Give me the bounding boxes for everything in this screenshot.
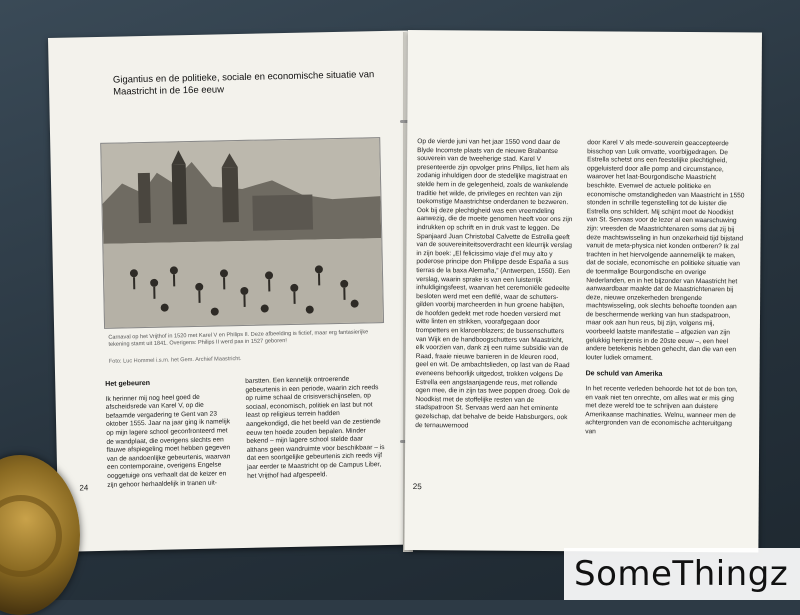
historical-illustration (100, 137, 384, 329)
right-page (404, 30, 762, 552)
body-text: Op de vierde juni van het jaar 1550 vond daar de Blyde Incomste plaats van de nieuwe Brabantse souverein van de tweeherige stad. Karel V presenteerde zijn opvolger prins Philips, liet hem als zodanig inhuldigen door de stedelijke magistraat en stelde hem in de gelegenheid, zoals de wankelende traditie het wilde, de privileges en rechten van zijn toekomstige Maastrichtse onderdanen te bezweren. Ook bij deze plechtigheid was een vreemdeling aanwezig, die de moeite genomen heeft voor ons zijn indrukken op schrift en in druk vast te leggen. De Spanjaard Juan Christobal Calvette de Estrella geeft van de souvereiniteitsoverdracht een kleurrijk verslag in zijn boek: „El felicissimo viaje d'el muy alto y poderose principe don Philippe desde España a sus tierras de la baxa Alemaña,” (Antwerpen, 1550). Een verslag, waarin sprake is van een luisterrijk inhuldigingsfeest, waarvan het ceremoniële gedeelte besloten werd met een defilé, waar de schutters-gilden voorbij marcheerden in hun groene habijten, de hoofden gedekt met rode hoeden versierd met witte linten en strikken, voorafgegaan door trompetters en klaroenblazers; de bussenschutters van Wijk en de handboogschutters van Maastricht, elk voorzien van, dank zij een ruime subsidie van de Raad, fraaie nieuwe banieren in de kleuren rood, geel en wit. De ambachtslieden, op last van de Raad eveneens behoorlijk uitgedost, trokken volgens De Estrella een angstaanjagende reus, met rollende ogen mee, die in zijn tas twee poppen droeg. Ook de Noodkist met de stoffelijke resten van de stadspatroon St. Servaas werd aan het eminente gezelschap, dat behalve de beide Habsburgers, ook de ternauwernood (415, 138, 573, 431)
watermark-logo (564, 548, 800, 600)
page-number-left: 24 (79, 483, 88, 492)
page-number-right: 25 (413, 482, 422, 491)
section-title-het-gebeuren: Het gebeuren (105, 378, 233, 389)
body-text: barstten. Een kennelijk ontroerende gebeurtenis in een periode, waarin zich reeds op ruime schaal de crisisverschijnselen, op sociaal, economisch, politiek en last but not least op religieus terrein hadden aangekondigd, die het beeld van de zestiende eeuw ten hoede zouden bepalen. Minder bekend – mijn lagere school stelde daar althans geen wandruimte voor beschikbaar – is dat een soortgelijke gebeurtenis zich reeds vijf jaar eerder te Maastricht op de Campus Liber, het Vrijthof had afgespeeld. (245, 375, 385, 481)
illustration-caption: Carnaval op het Vrijthof in 1520 met Karel V en Philips II. Deze afbeelding is fictief, maar erg fantasierijke tekening stamt uit 1841. Overigens: Philips II werd pas in 1527 geboren! (108, 329, 378, 349)
left-page (48, 30, 419, 551)
watermark-text: SomeThingz (574, 554, 788, 594)
left-column-2 (245, 375, 385, 481)
body-text: In het recente verleden behoorde het tot de bon ton, en vaak niet ten onrechte, om alles wat er mis ging met deze wereld toe te schrijven aan duistere Amerikaanse machinaties. Welnu, wanneer men de achtergronden van de economische achteruitgang van (585, 385, 743, 438)
left-column-1 (105, 378, 235, 490)
photo-credit: Foto: Luc Hommel i.s.m. het Gem. Archief Maastricht. (109, 353, 379, 365)
chapter-heading: Gigantius en de politieke, sociale en economische situatie van Maastricht in de 16e eeuw (113, 69, 383, 99)
section-title-schuld-van-amerika: De schuld van Amerika (586, 371, 744, 381)
right-column-2 (585, 139, 745, 438)
right-column-1 (415, 138, 573, 431)
body-text: door Karel V als mede-souverein geaccepteerde bisschop van Luik omvatte, voorbijgedragen. De Estrella schetst ons een feestelijke plechtigheid, opgeluisterd door alle pomp and circumstance, waarover het laat-Bourgondische Maastricht beschikte. Evenwel de actuele politieke en economische omstandigheden van Maastricht in 1550 stonden in schrille tegenstelling tot de luister die Estrella ons schildert. Mij schijnt moet de Noodkist van St. Servaas voor de lezer al een waarschuwing zijn: vreesden de Maastrichtenaren soms dat zij bij deze machtswisseling in hun onzekerheid tijd bijstand vanuit de meta-physica niet konden ontberen? Ik zal trachten in het hiervolgende aannemelijk te maken, dat de sociale, economische en politieke situatie van de toenmalige Bourgondische en overige Nederlanden, en in het bijzonder van Maastricht het aanwaardbaar maakte dat de Maastrichtenaren bij deze, nieuwe onzekerheden brengende machtswisseling, ook slechts behoefte toonden aan de beschermende werking van hun stadspatroon, maar ook aan hun reus, bij zijn, volgens mij, voorbeeld laatste manifestatie – afgezien van zijn gelukkig herrijzenis in de 20ste eeuw –, een heel andere betekenis hebben gehecht, dan die van een louter ludiek ornament. (586, 139, 746, 364)
body-text: Ik herinner mij nog heel goed de afscheidsrede van Karel V, op die befaamde vergadering te Gent van 23 oktober 1555. Jaar na jaar ging ik namelijk op mijn lagere school geconfronteerd met de wandplaat, die overigens slechts een flauwe afspiegeling moet hebben gegeven van de aandoenlijke gebeurtenis, waarvan een contemporaine, overigens Engelse ooggetuige ons verhaalt dat de keizer en zijn gehoor herhaaldelijk in tranen uit- (105, 393, 235, 490)
